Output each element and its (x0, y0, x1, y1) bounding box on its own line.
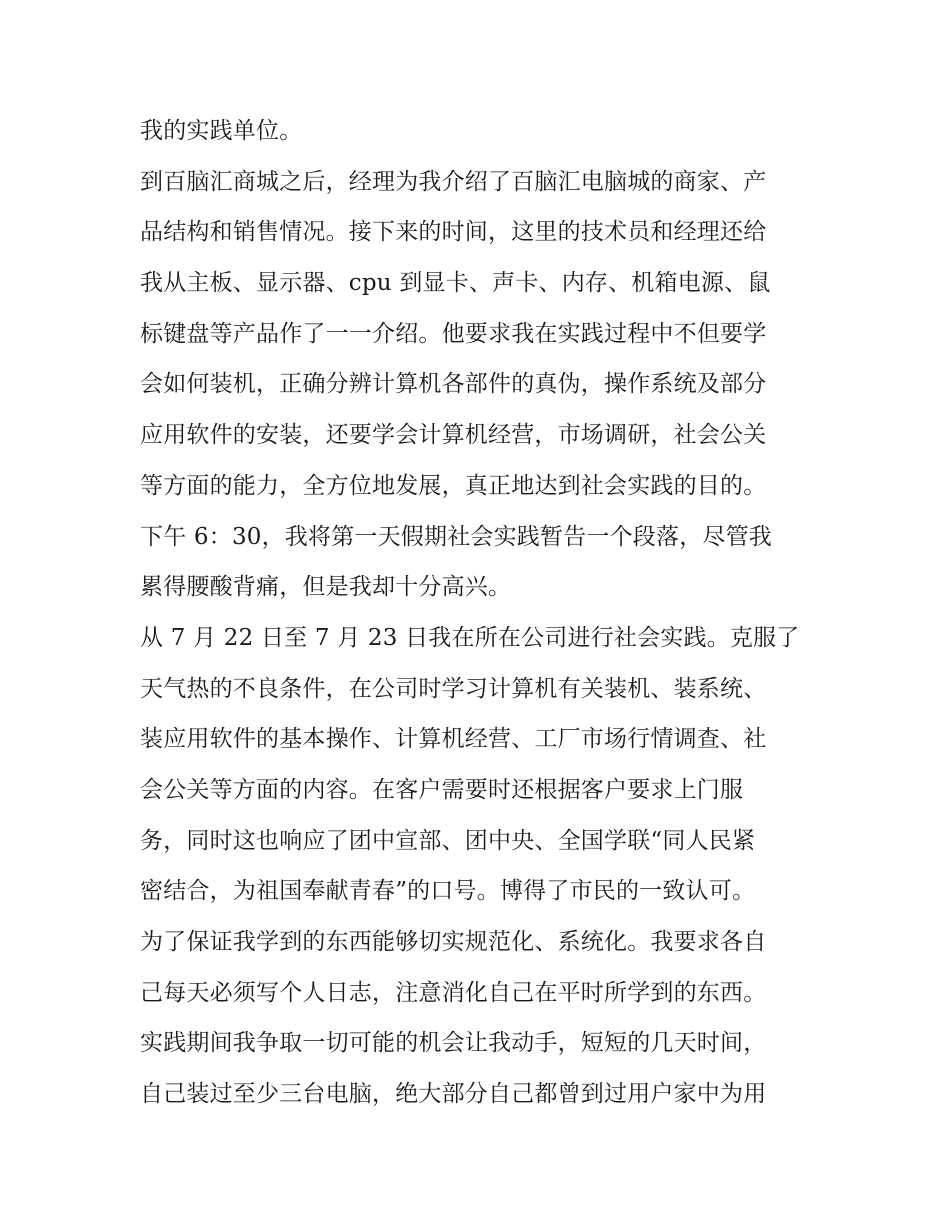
text-line: 天气热的不良条件，在公司时学习计算机有关装机、装系统、 (140, 675, 767, 702)
text-line: 累得腰酸背痛，但是我却十分高兴。 (140, 574, 512, 601)
text-line: 自己装过至少三台电脑，绝大部分自己都曾到过用户家中为用 (140, 1081, 767, 1108)
text-line: 会如何装机，正确分辨计算机各部件的真伪，操作系统及部分 (140, 371, 767, 398)
text-line: 密结合，为祖国奉献青春”的口号。博得了市民的一致认可。 (140, 878, 756, 905)
text-line: 标键盘等产品作了一一介绍。他要求我在实践过程中不但要学 (140, 320, 767, 347)
text-line: 应用软件的安装，还要学会计算机经营，市场调研，社会公关 (140, 422, 767, 449)
text-line: 到百脑汇商城之后，经理为我介绍了百脑汇电脑城的商家、产 (140, 168, 767, 195)
text-line: 实践期间我争取一切可能的机会让我动手，短短的几天时间， (140, 1030, 767, 1057)
text-line: 我的实践单位。 (140, 118, 303, 144)
text-line: 从 7 月 22 日至 7 月 23 日我在所在公司进行社会实践。克服了 (140, 624, 800, 651)
text-line: 己每天必须写个人日志，注意消化自己在平时所学到的东西。 (140, 979, 767, 1006)
text-line: 装应用软件的基本操作、计算机经营、工厂市场行情调查、社 (140, 726, 767, 753)
text-line: 下午 6：30，我将第一天假期社会实践暂告一个段落，尽管我 (140, 523, 773, 550)
document-body (140, 106, 812, 1120)
text-line: 会公关等方面的内容。在客户需要时还根据客户要求上门服 (140, 776, 744, 803)
text-line: 我从主板、显示器、cpu 到显卡、声卡、内存、机箱电源、鼠 (140, 270, 771, 297)
text-line: 等方面的能力，全方位地发展，真正地达到社会实践的目的。 (140, 472, 767, 499)
text-line: 为了保证我学到的东西能够切实规范化、系统化。我要求各自 (140, 929, 767, 955)
text-line: 品结构和销售情况。接下来的时间，这里的技术员和经理还给 (140, 219, 767, 246)
text-line: 务，同时这也响应了团中宣部、团中央、全国学联“同人民紧 (140, 827, 756, 854)
